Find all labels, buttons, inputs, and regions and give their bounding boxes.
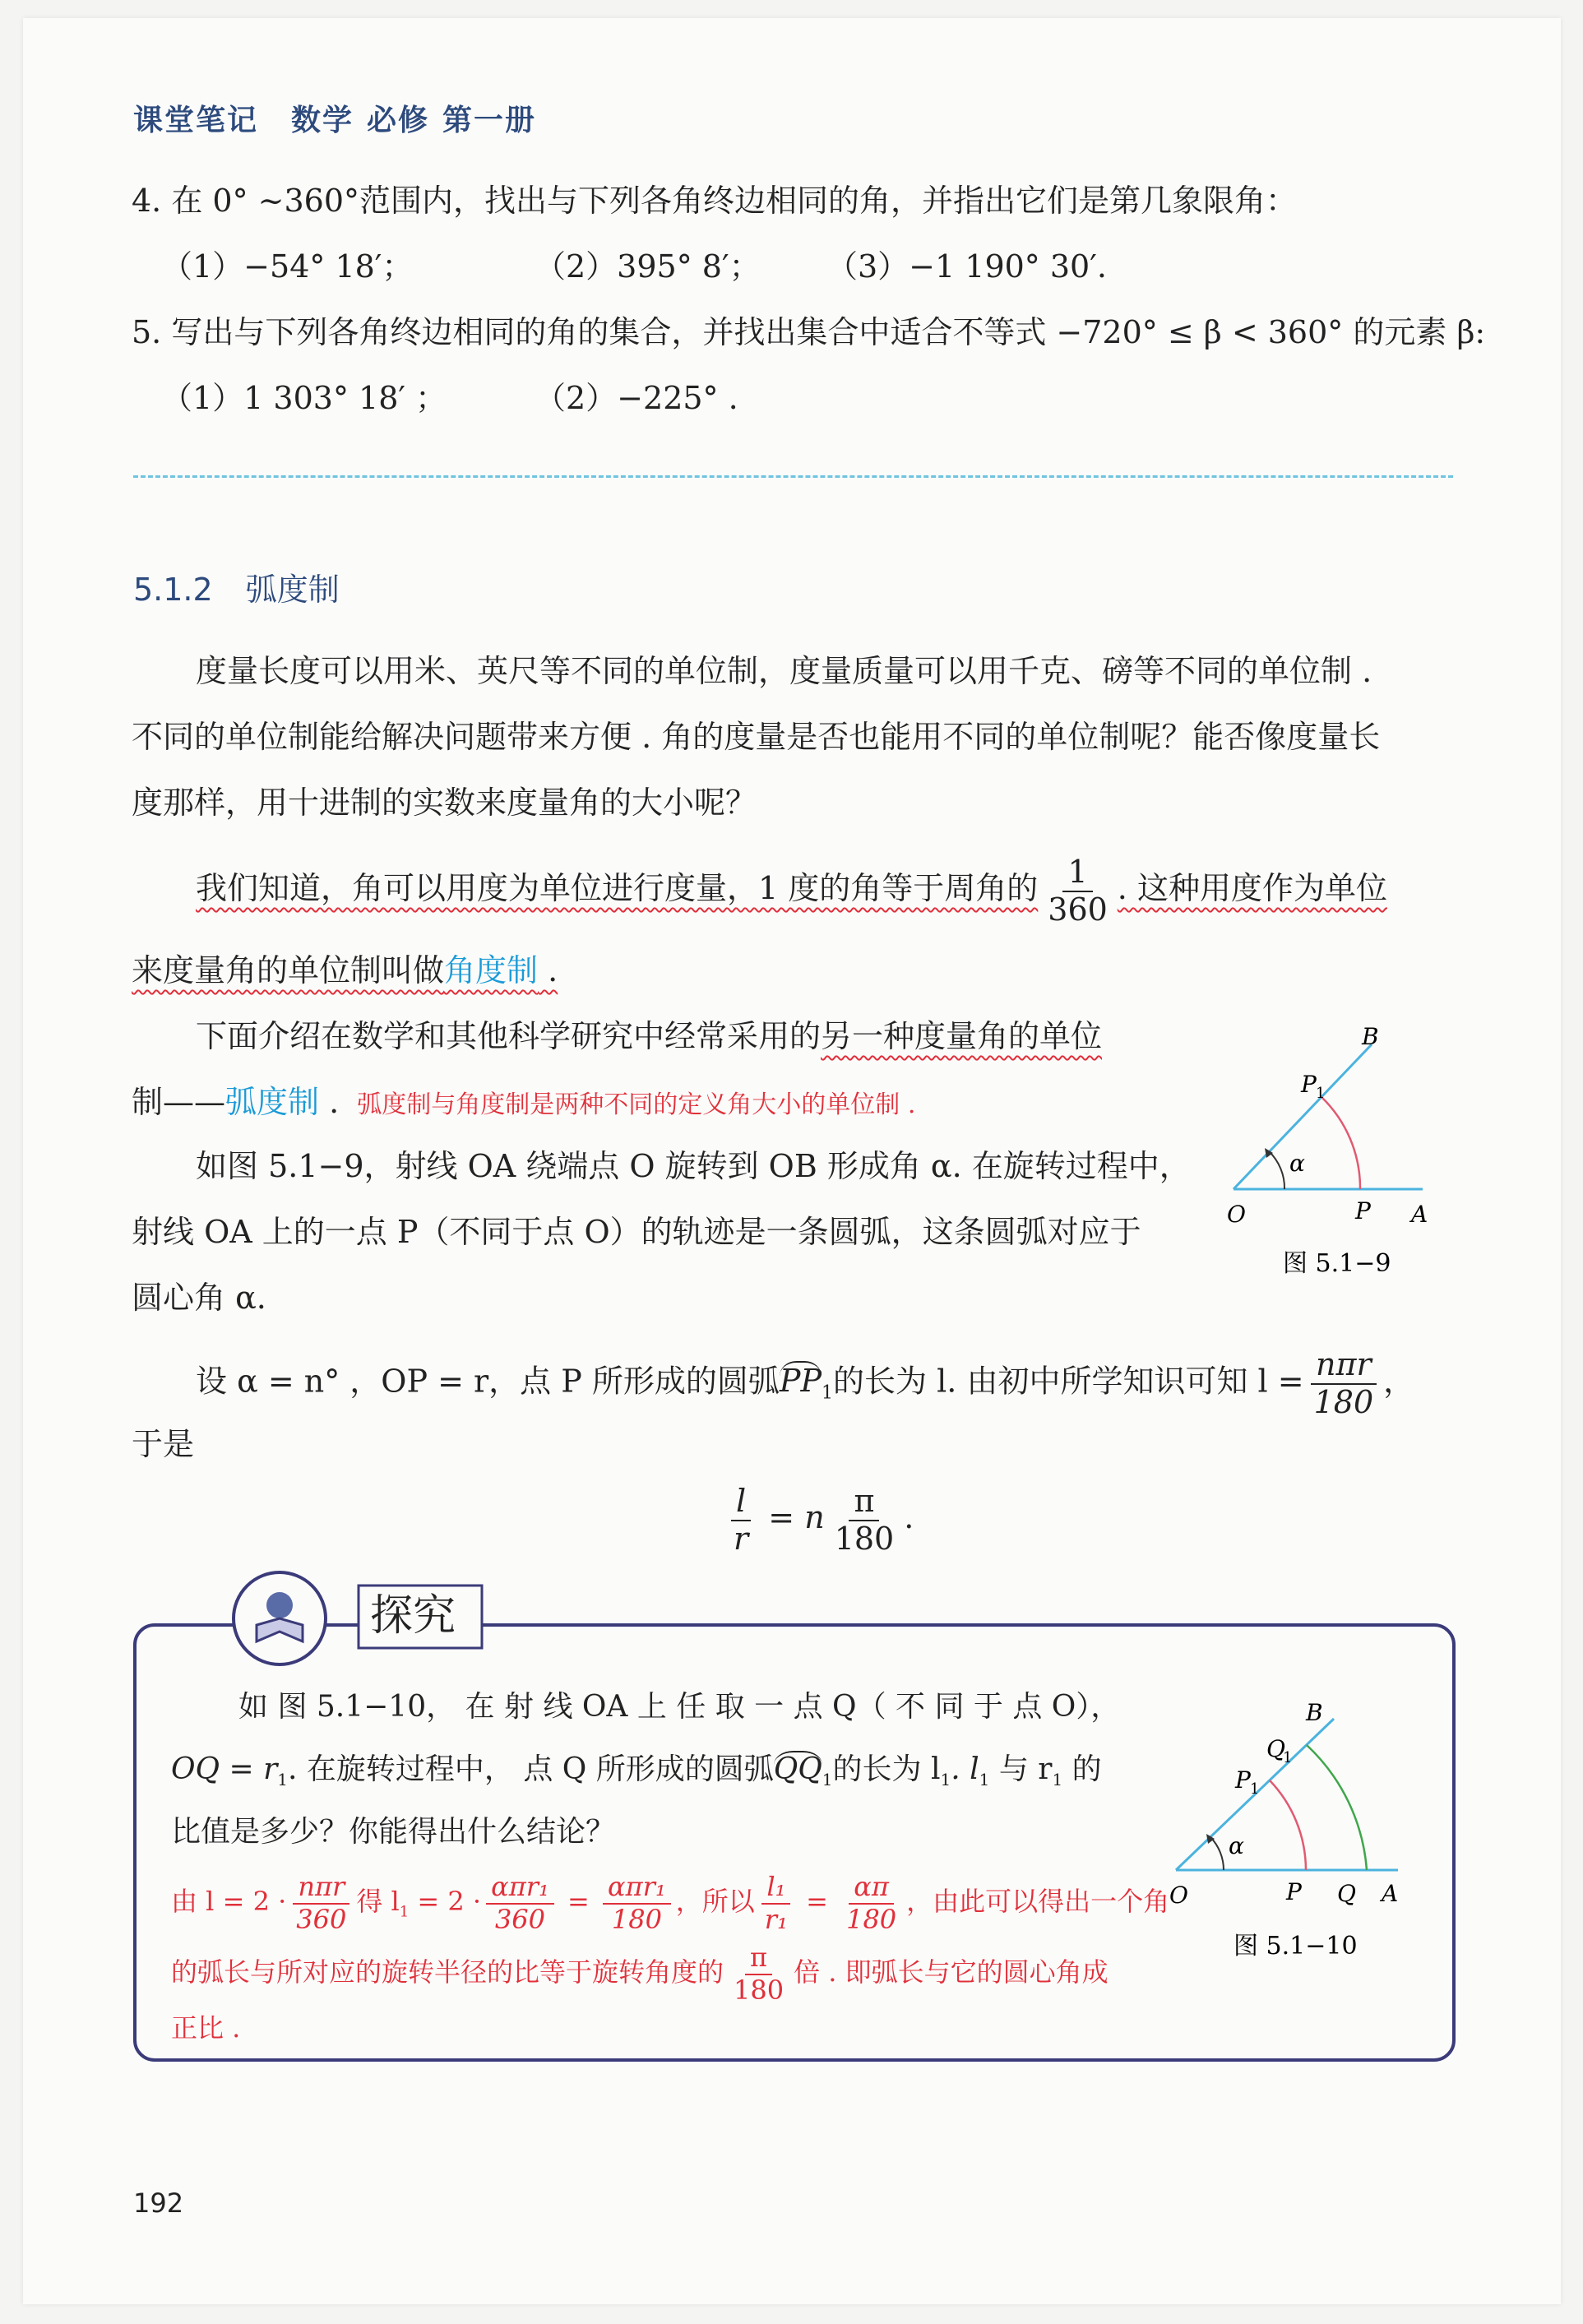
term-radian-system: 弧度制	[225, 1084, 320, 1120]
n: απr₁	[486, 1873, 554, 1905]
exercise-5-item-1: （1）1 303° 18′ ；	[161, 380, 447, 416]
para4-line1: 如图 5.1−9，射线 OA 绕端点 O 旋转到 OB 形成角 α. 在旋转过程中，	[196, 1148, 1191, 1184]
term-degree-system: 角度制	[444, 952, 539, 988]
ans: 由 l = 2 ·	[171, 1886, 287, 1918]
arc-symbol	[779, 1363, 834, 1404]
explore-answer-line3: 正比 .	[171, 2012, 241, 2044]
section-title	[133, 564, 340, 609]
para3-line2-b: .	[319, 1084, 340, 1120]
header-part: 第一册	[442, 104, 537, 137]
explore-answer-line2	[171, 1944, 1109, 2004]
ans-frac	[486, 1873, 554, 1933]
label-b: B	[1306, 1699, 1323, 1726]
para5-text-a: 设 α = n° ，OP = r，点 P 所形成的圆弧	[196, 1363, 780, 1400]
sub: 1	[940, 1770, 951, 1790]
d: 180	[734, 1974, 785, 2006]
label-q1-sub: 1	[1283, 1749, 1293, 1766]
figure-5-1-9	[1209, 1020, 1456, 1299]
formula-l-over-r	[724, 1480, 914, 1555]
arc-pp1	[1270, 1780, 1306, 1870]
label-p1: P	[1301, 1071, 1317, 1098]
ans: = 2 ·	[409, 1886, 482, 1918]
explore-line2-c: 的长为 l	[832, 1752, 941, 1786]
explore-line2-f: 的	[1062, 1752, 1102, 1786]
para2-line2	[132, 946, 558, 995]
explore-badge	[222, 1562, 493, 1669]
frac-num: l	[731, 1485, 751, 1521]
arc-qq1	[1307, 1745, 1367, 1870]
angle-arc	[1210, 1837, 1224, 1870]
d: 360	[494, 1903, 546, 1935]
sub: 1	[822, 1770, 833, 1790]
ans-frac	[603, 1873, 671, 1933]
figure-caption-2: 图 5.1−10	[1234, 1932, 1358, 1961]
figure-caption-1: 图 5.1−9	[1283, 1249, 1391, 1278]
label-q1: Q	[1266, 1735, 1285, 1762]
equals-sign: =	[768, 1499, 795, 1535]
d: 180	[611, 1903, 662, 1935]
para3-line1-a: 下面介绍在数学和其他科学研究中经常采用的	[196, 1018, 822, 1054]
angle-arc	[1269, 1151, 1284, 1189]
explore-line2-e: 与 r	[989, 1752, 1053, 1786]
section-number: 5.1.2	[133, 572, 213, 608]
para4-line3: 圆心角 α.	[132, 1280, 266, 1316]
label-alpha: α	[1229, 1832, 1244, 1859]
para3-line2	[132, 1077, 915, 1130]
ans-frac	[841, 1873, 901, 1933]
ans: =	[558, 1886, 599, 1918]
exercise-5: 5. 写出与下列各角终边相同的角的集合，并找出集合中适合不等式 −720° ≤ β < 360° 的元素 β:	[132, 314, 1486, 350]
explore-line2-b: . 在旋转过程中， 点 Q 所形成的圆弧	[288, 1752, 774, 1786]
fraction-l-r	[729, 1482, 753, 1557]
explore-answer-line1	[171, 1873, 1169, 1939]
n: απr₁	[603, 1873, 671, 1905]
para2-text-a: 我们知道，角可以用度为单位进行度量，1 度的角等于周角的	[196, 870, 1039, 906]
n: l₁	[761, 1873, 790, 1905]
label-p1: P	[1235, 1766, 1251, 1794]
explore-line2-d: . l	[951, 1752, 979, 1786]
d: r₁	[764, 1903, 788, 1935]
frac-num: nπr	[1311, 1349, 1377, 1385]
label-p: P	[1286, 1878, 1302, 1905]
sub: 1	[399, 1903, 410, 1921]
header-book: 课堂笔记	[133, 104, 259, 137]
header-volume: 必修	[367, 104, 430, 137]
running-header	[133, 97, 569, 139]
para5-line2: 于是	[132, 1426, 195, 1462]
n: π	[745, 1944, 772, 1975]
exercise-4: 4. 在 0° ~360°范围内，找出与下列各角终边相同的角，并指出它们是第几象限角：	[132, 183, 1298, 219]
explore-oq: OQ = r	[171, 1752, 278, 1786]
exercise-4-item-3: （3）−1 190° 30′.	[826, 248, 1107, 285]
label-a: A	[1411, 1201, 1428, 1228]
para5-text-b: 的长为 l. 由初中所学知识可知 l =	[833, 1363, 1304, 1400]
header-subject: 数学	[291, 104, 354, 137]
formula-n: n	[804, 1499, 825, 1535]
d: 180	[846, 1903, 897, 1935]
exercise-4-item-2: （2）395° 8′；	[535, 248, 761, 285]
label-alpha: α	[1289, 1150, 1305, 1177]
para4-line2: 射线 OA 上的一点 P（不同于点 O）的轨迹是一条圆弧，这条圆弧对应于	[132, 1214, 1141, 1250]
section-name: 弧度制	[245, 572, 340, 608]
fraction-1-360	[1043, 853, 1113, 928]
d: 360	[296, 1903, 347, 1935]
explore-line1: 如 图 5.1−10， 在 射 线 OA 上 任 取 一 点 Q（ 不 同 于 点 O），	[238, 1690, 1121, 1724]
frac-den: 360	[1048, 891, 1108, 928]
label-o: O	[1169, 1882, 1188, 1909]
ans: 得 l	[356, 1886, 400, 1918]
figure-5-1-10	[1151, 1686, 1431, 1965]
para3-line1	[196, 1012, 1102, 1061]
para5-text-c: ，	[1383, 1363, 1415, 1400]
sub: 1	[1052, 1770, 1063, 1790]
arc-pp1	[1321, 1097, 1360, 1189]
para1-line3: 度那样，用十进制的实数来度量角的大小呢？	[132, 785, 757, 821]
para1-line2: 不同的单位制能给解决问题带来方便 . 角的度量是否也能用不同的单位制呢？能否像度量长	[132, 719, 1381, 755]
red-annotation-1: 弧度制与角度制是两种不同的定义角大小的单位制 .	[357, 1090, 916, 1119]
label-p1-sub: 1	[1316, 1085, 1326, 1102]
exercise-5-item-2: （2）−225° .	[535, 380, 738, 416]
explore-title: 探究	[370, 1591, 456, 1641]
frac-num: π	[849, 1485, 879, 1521]
para2-line1	[196, 855, 1387, 926]
frac-den: 180	[1313, 1383, 1374, 1420]
n: nπr	[293, 1873, 349, 1905]
label-b: B	[1362, 1023, 1379, 1050]
ans-frac	[291, 1873, 351, 1933]
ans: =	[797, 1886, 837, 1918]
label-q: Q	[1337, 1880, 1356, 1907]
para3-line1-b: 另一种度量角的单位	[821, 1018, 1103, 1054]
frac-den: r	[734, 1520, 749, 1557]
arc-sub: 1	[822, 1382, 834, 1404]
para3-line2-a: 制——	[132, 1084, 226, 1120]
para5-line1	[196, 1346, 1415, 1425]
n: απ	[849, 1873, 894, 1905]
explore-line2	[171, 1745, 1102, 1804]
sub: 1	[979, 1770, 990, 1790]
exercise-4-item-1: （1）−54° 18′；	[161, 248, 414, 285]
frac-den: 180	[834, 1520, 895, 1557]
arc-letters: PP	[779, 1363, 822, 1400]
ans-frac	[729, 1944, 789, 2004]
formula-end: .	[904, 1499, 914, 1535]
ans: ，由此可以得出一个角	[906, 1886, 1170, 1918]
label-o: O	[1227, 1201, 1246, 1228]
page-number: 192	[133, 2187, 184, 2219]
para2-text-b: . 这种用度作为单位	[1117, 870, 1387, 906]
label-p: P	[1355, 1197, 1371, 1224]
ans-frac	[760, 1873, 793, 1933]
explore-line3: 比值是多少？你能得出什么结论？	[171, 1815, 616, 1849]
frac-num: 1	[1062, 856, 1092, 892]
arc-qq1: QQ	[773, 1752, 822, 1786]
ans: ，所以	[675, 1886, 755, 1918]
label-a: A	[1382, 1880, 1399, 1907]
ans: 倍 . 即弧长与它的圆心角成	[794, 1956, 1109, 1988]
reader-head-icon	[266, 1592, 293, 1618]
sub: 1	[277, 1770, 289, 1790]
fraction-npir-180	[1309, 1346, 1379, 1420]
para2-line2-b: .	[538, 952, 558, 988]
label-p1-sub: 1	[1250, 1780, 1260, 1798]
para2-line2-a: 来度量角的单位制叫做	[132, 952, 445, 988]
section-divider	[133, 475, 1453, 478]
para1-line1: 度量长度可以用米、英尺等不同的单位制，度量质量可以用千克、磅等不同的单位制 .	[196, 653, 1372, 689]
ans: 的弧长与所对应的旋转半径的比等于旋转角度的	[171, 1956, 724, 1988]
fraction-pi-180	[830, 1482, 900, 1557]
